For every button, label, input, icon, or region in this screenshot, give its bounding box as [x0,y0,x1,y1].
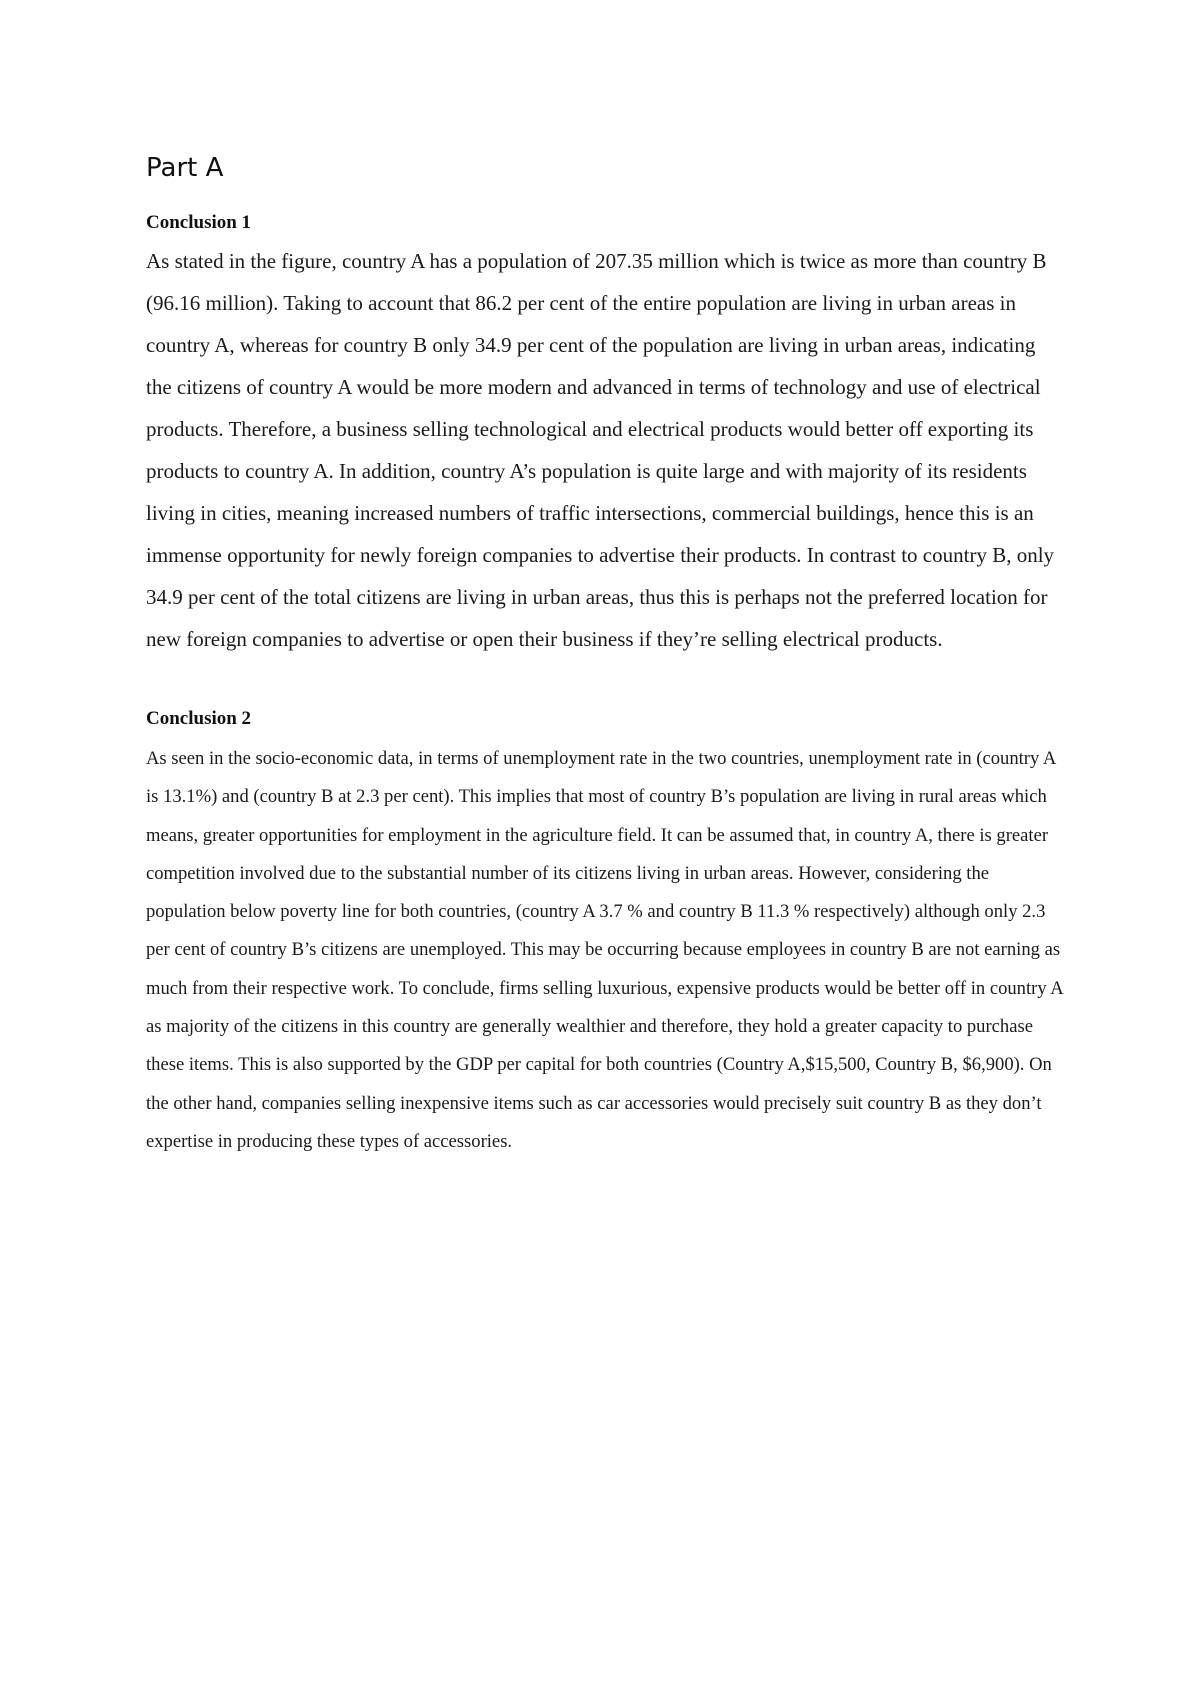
conclusion-1-heading: Conclusion 1 [146,212,252,233]
document-content [146,148,1064,1161]
conclusion-1-section [146,210,1064,660]
conclusion-2-heading: Conclusion 2 [146,708,252,729]
conclusion-1-paragraph: As stated in the figure, country A has a population of 207.35 million which is twice as more than country B (96.16 million). Taking to account that 86.2 per cent of the entire population are living in urban areas in country A, whereas for country B only 34.9 per cent of the population are living in urban areas, indicating the citizens of country A would be more modern and advanced in terms of technology and use of electrical products. Therefore, a business selling technological and electrical products would better off exporting its products to country A. In addition, country A’s population is quite large and with majority of its residents living in cities, meaning increased numbers of traffic intersections, commercial buildings, hence this is an immense opportunity for newly foreign companies to advertise their products. In contrast to country B, only 34.9 per cent of the total citizens are living in urban areas, thus this is perhaps not the preferred location for new foreign companies to advertise or open their business if they’re selling electrical products. [146,249,1055,651]
conclusion-2-section [146,706,1064,1161]
part-title: Part A [146,153,224,183]
conclusion-2-paragraph: As seen in the socio-economic data, in terms of unemployment rate in the two countries, unemployment rate in (country A is 13.1%) and (country B at 2.3 per cent). This implies that most of country B’s population are living in rural areas which means, greater opportunities for employment in the agriculture field. It can be assumed that, in country A, there is greater competition involved due to the substantial number of its citizens living in urban areas. However, considering the population below poverty line for both countries, (country A 3.7 % and country B 11.3 % respectively) although only 2.3 per cent of country B’s citizens are unemployed. This may be occurring because employees in country B are not earning as much from their respective work. To conclude, firms selling luxurious, expensive products would be better off in country A as majority of the citizens in this country are generally wealthier and therefore, they hold a greater capacity to purchase these items. This is also supported by the GDP per capital for both countries (Country A,$15,500, Country B, $6,900). On the other hand, companies selling inexpensive items such as car accessories would precisely suit country B as they don’t expertise in producing these types of accessories. [146,748,1063,1152]
